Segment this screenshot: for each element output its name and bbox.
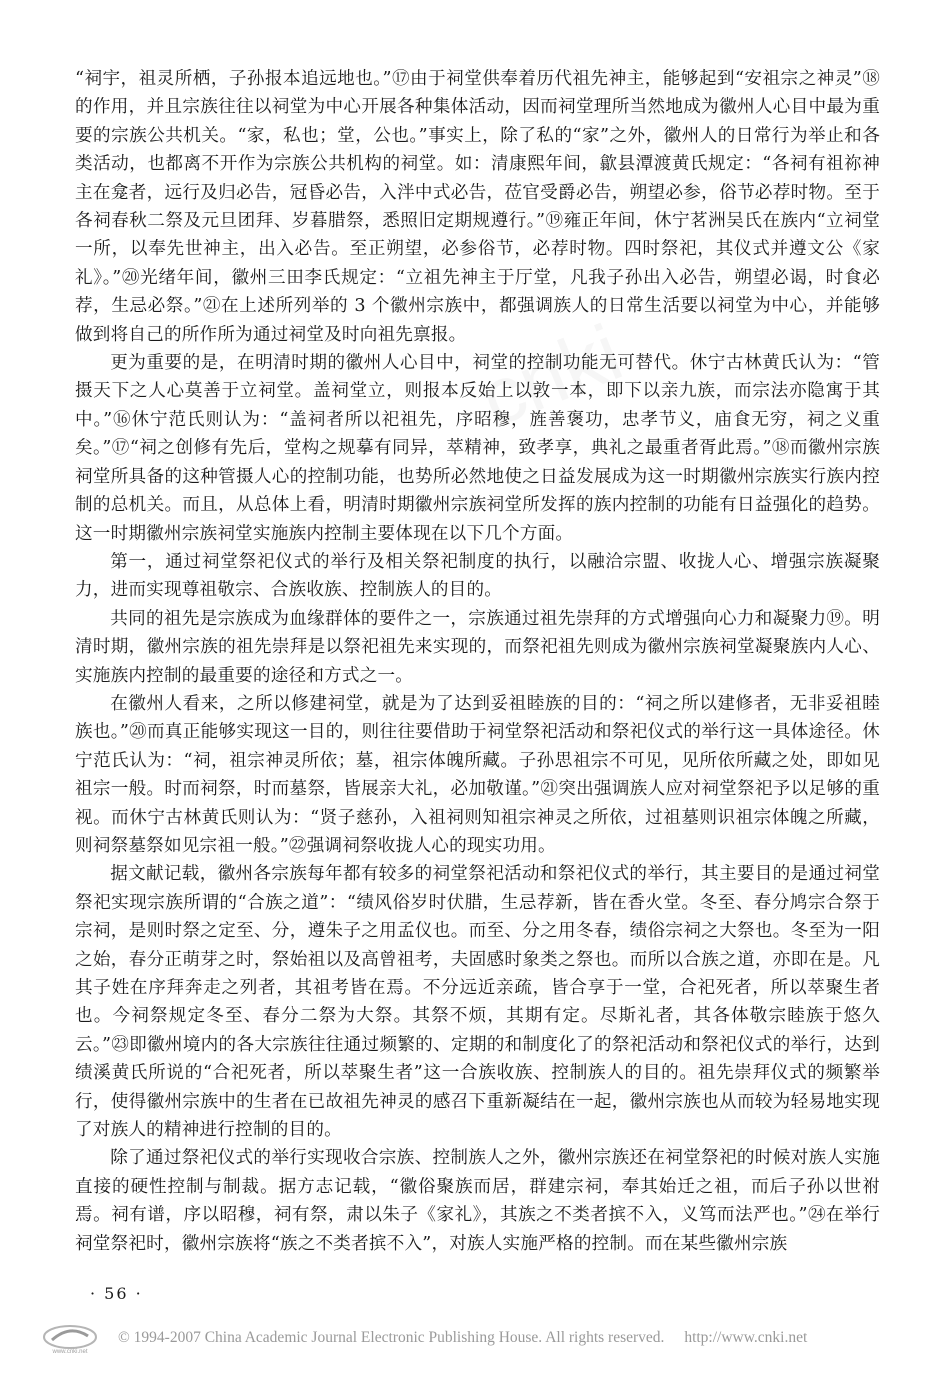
article-body <box>75 65 880 1258</box>
paragraph: 据文献记载，徽州各宗族每年都有较多的祠堂祭祀活动和祭祀仪式的举行，其主要目的是通过祠堂祭祀实现宗族所谓的“合族之道”：“绩风俗岁时伏腊，生忌荐新，皆在香火堂。冬至、春分鸠宗合祭于宗祠，是则时祭之定至、分，遵朱子之用孟仪也。而至、分之用冬春，绩俗宗祠之大祭也。冬至为一阳之始，春分正萌芽之时，祭始祖以及高曾祖考，夫固感时象类之祭也。而所以合族之道，亦即在是。凡其子姓在序拜奔走之列者，其祖考皆在焉。不分远近亲疏，皆合享于一堂，合祀死者，所以萃聚生者也。今祠祭规定冬至、春分二祭为大祭。其祭不烦，其期有定。尽斯礼者，其各体敬宗睦族于悠久云。”㉓即徽州境内的各大宗族往往通过频繁的、定期的和制度化了的祭祀活动和祭祀仪式的举行，达到绩溪黄氏所说的“合祀死者，所以萃聚生者”这一合族收族、控制族人的目的。祖先崇拜仪式的频繁举行，使得徽州宗族中的生者在已故祖先神灵的感召下重新凝结在一起，徽州宗族也从而较为轻易地实现了对族人的精神进行控制的目的。 <box>75 864 880 1141</box>
paragraph: 除了通过祭祀仪式的举行实现收合宗族、控制族人之外，徽州宗族还在祠堂祭祀的时候对族人实施直接的硬性控制与制裁。据方志记载，“徽俗聚族而居，群建宗祠，奉其始迁之祖，而后子孙以世祔焉。祠有谱，序以昭穆，祠有祭，肃以朱子《家礼》，其族之不类者摈不入，义笃而法严也。”㉔在举行祠堂祭祀时，徽州宗族将“族之不类者摈不入”，对族人实施严格的控制。而在某些徽州宗族 <box>75 1148 880 1254</box>
copyright: © 1994-2007 China Academic Journal Electronic Publishing House. All rights reserved. <box>118 1329 665 1346</box>
paragraph: 在徽州人看来，之所以修建祠堂，就是为了达到妥祖睦族的目的：“祠之所以建修者，无非妥祖睦族也。”⑳而真正能够实现这一目的，则往往要借助于祠堂祭祀活动和祭祀仪式的举行这一具体途径。休宁范氏认为：“祠，祖宗神灵所依；墓，祖宗体魄所藏。子孙思祖宗不可见，见所依所藏之处，即如见祖宗一般。时而祠祭，时而墓祭，皆展亲大礼，必加敬谨。”㉑突出强调族人应对祠堂祭祀予以足够的重视。而休宁古林黄氏则认为：“贤子慈孙，入祖祠则知祖宗神灵之所依，过祖墓则识祖宗体魄之所藏，则祠祭墓祭如见宗祖一般。”㉒强调祠祭收拢人心的现实功用。 <box>75 693 880 856</box>
cnki-logo-icon <box>40 1322 100 1356</box>
paragraph: 共同的祖先是宗族成为血缘群体的要件之一，宗族通过祖先崇拜的方式增强向心力和凝聚力⑲。明清时期，徽州宗族的祖先崇拜是以祭祀祖先来实现的，而祭祀祖先则成为徽州宗族祠堂凝聚族内人心、实施族内控制的最重要的途径和方式之一。 <box>75 608 880 686</box>
paragraph: 更为重要的是，在明清时期的徽州人心目中，祠堂的控制功能无可替代。休宁古林黄氏认为：“管摄天下之人心莫善于立祠堂。盖祠堂立，则报本反始上以敦一本，即下以亲九族，而宗法亦隐寓于其中。”⑯休宁范氏则认为：“盖祠者所以祀祖先，序昭穆，旌善褒功，忠孝节义，庙食无穷，祠之义重矣。”⑰“祠之创修有先后，堂构之规摹有同异，萃精神，致孝享，典礼之最重者胥此焉。”⑱而徽州宗族祠堂所具备的这种管摄人心的控制功能，也势所必然地使之日益发展成为这一时期徽州宗族实行族内控制的总机关。而且，从总体上看，明清时期徽州宗族祠堂所发挥的族内控制的功能有日益强化的趋势。这一时期徽州宗族祠堂实施族内控制主要体现在以下几个方面。 <box>75 353 880 544</box>
footer <box>40 1322 920 1358</box>
paragraph: “祠宇，祖灵所栖，子孙报本追远地也。”⑰由于祠堂供奉着历代祖先神主，能够起到“安祖宗之神灵”⑱的作用，并且宗族往往以祠堂为中心开展各种集体活动，因而祠堂理所当然地成为徽州人心目中最为重要的宗族公共机关。“家，私也；堂，公也。”事实上，除了私的“家”之外，徽州人的日常行为举止和各类活动，也都离不开作为宗族公共机构的祠堂。如：清康熙年间，歙县潭渡黄氏规定：“各祠有祖祢神主在龛者，远行及归必告，冠昏必告，入泮中式必告，莅官受爵必告，朔望必参，俗节必荐时物。至于各祠春秋二祭及元旦团拜、岁暮腊祭，悉照旧定期规遵行。”⑲雍正年间，休宁茗洲吴氏在族内“立祠堂一所，以奉先世神主，出入必告。至正朔望，必参俗节，必荐时物。四时祭祀，其仪式并遵文公《家礼》。”⑳光绪年间，徽州三田李氏规定：“立祖先神主于厅堂，凡我子孙出入必告，朔望必谒，时食必荐，生忌必祭。”㉑在上述所列举的 3 个徽州宗族中，都强调族人的日常生活要以祠堂为中心，并能够做到将自己的所作所为通过祠堂及时向祖先禀报。 <box>75 69 880 345</box>
logo-caption: www.cnki.net <box>52 1349 88 1355</box>
copyright-text <box>118 1329 807 1347</box>
cnki-link[interactable]: http://www.cnki.net <box>684 1329 808 1346</box>
paragraph: 第一，通过祠堂祭祀仪式的举行及相关祭祀制度的执行，以融洽宗盟、收拢人心、增强宗族凝聚力，进而实现尊祖敬宗、合族收族、控制族人的目的。 <box>75 551 880 601</box>
page-number: · 56 · <box>90 1284 143 1303</box>
